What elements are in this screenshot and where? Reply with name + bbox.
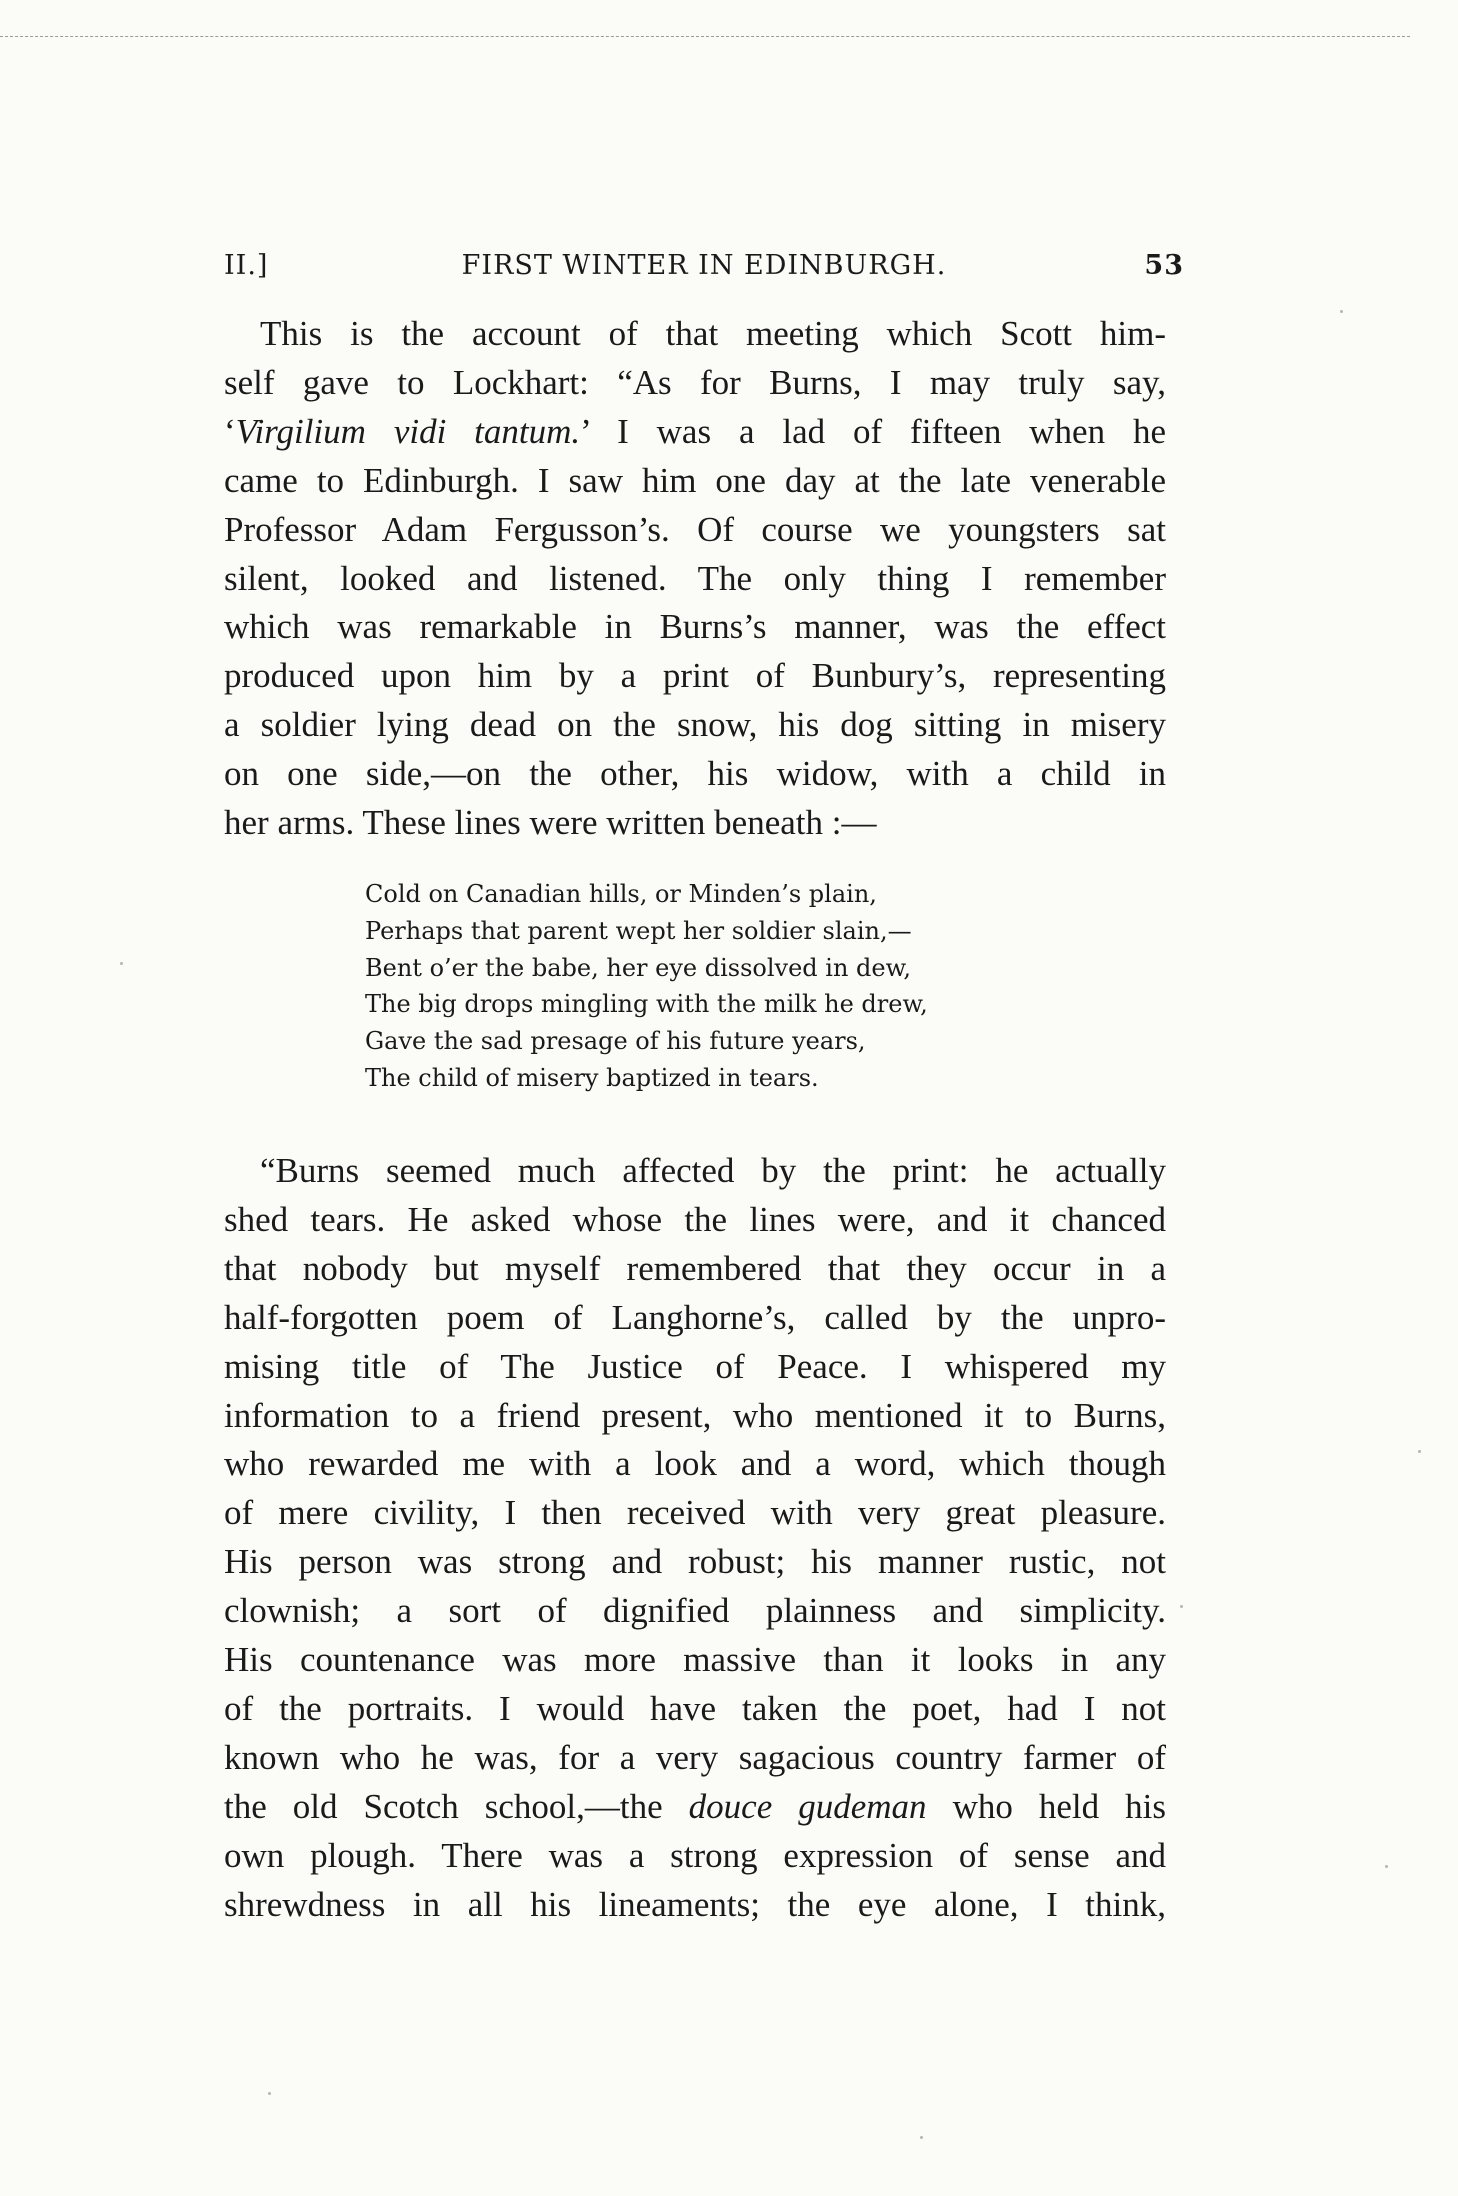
page-number: 53 [1144,250,1184,281]
text-line: who rewarded me with a look and a word, which though [224,1444,1166,1484]
verse-line: Gave the sad presage of his future years, [365,1027,866,1056]
text-line: “Burns seemed much affected by the print: he actually [260,1151,1166,1190]
running-title: FIRST WINTER IN EDINBURGH. [461,250,947,281]
text-line: came to Edinburgh. I saw him one day at the late venerable [224,460,1166,500]
text-line: Professor Adam Fergusson’s. Of course we youngsters sat [224,509,1166,549]
text-line: ‘Virgilium vidi tantum.’ I was a lad of fifteen when he [224,411,1166,451]
text-line: produced upon him by a print of Bunbury’s, representing [224,656,1166,696]
paper-speck [1385,1865,1388,1868]
text-line: clownish; a sort of dignified plainness and simplicity. [224,1591,1166,1631]
italic-phrase: Virgilium vidi tantum. [235,411,581,451]
paper-speck [120,962,123,965]
paper-speck [920,2136,923,2139]
text-line: a soldier lying dead on the snow, his dog sitting in misery [224,705,1166,745]
text-line: self gave to Lockhart: “As for Burns, I may truly say, [224,362,1166,402]
verse-quotation [365,876,1105,1097]
text-line: mising title of The Justice of Peace. I whispered my [224,1346,1166,1386]
text-line: which was remarkable in Burns’s manner, was the effect [224,607,1166,647]
text-line: His person was strong and robust; his manner rustic, not [224,1542,1166,1582]
verse-line: The child of misery baptized in tears. [365,1063,819,1092]
text-line: information to a friend present, who mentioned it to Burns, [224,1395,1166,1435]
page-edge-rule [0,36,1410,37]
verse-line: Cold on Canadian hills, or Minden’s plain, [365,880,877,908]
text-line: shrewdness in all his lineaments; the eye alone, I think, [224,1884,1166,1924]
paper-speck [1180,1605,1183,1608]
verse-line: Perhaps that parent wept her soldier slain,— [365,916,912,945]
text-line: silent, looked and listened. The only thing I remember [224,558,1166,598]
paragraph-scott-account [224,310,1166,848]
text-line: on one side,—on the other, his widow, with a child in [224,754,1166,794]
text-line: shed tears. He asked whose the lines were, and it chanced [224,1199,1166,1239]
chapter-marker: II.] [224,250,269,281]
verse-line: The big drops mingling with the milk he drew, [365,990,928,1019]
text-line: that nobody but myself remembered that they occur in a [224,1248,1166,1288]
text-line: half-forgotten poem of Langhorne’s, called by the unpro- [224,1297,1166,1337]
paper-speck [1418,1450,1421,1453]
text-line: known who he was, for a very sagacious country farmer of [224,1737,1166,1777]
text-line: the old Scotch school,—the douce gudeman who held his [224,1786,1166,1826]
text-line: This is the account of that meeting which Scott him- [260,314,1166,353]
verse-line: Bent o’er the babe, her eye dissolved in dew, [365,953,911,982]
paragraph-burns-description [224,1147,1166,1930]
paper-speck [1340,310,1343,313]
text-line: His countenance was more massive than it looks in any [224,1640,1166,1680]
text-line: own plough. There was a strong expression of sense and [224,1835,1166,1875]
paper-speck [268,2092,271,2095]
text-line: of the portraits. I would have taken the poet, had I not [224,1688,1166,1728]
italic-phrase: douce gudeman [688,1786,927,1826]
running-head [224,250,1184,290]
text-line: of mere civility, I then received with very great pleasure. [224,1493,1166,1533]
text-line: her arms. These lines were written beneath :— [224,803,877,843]
